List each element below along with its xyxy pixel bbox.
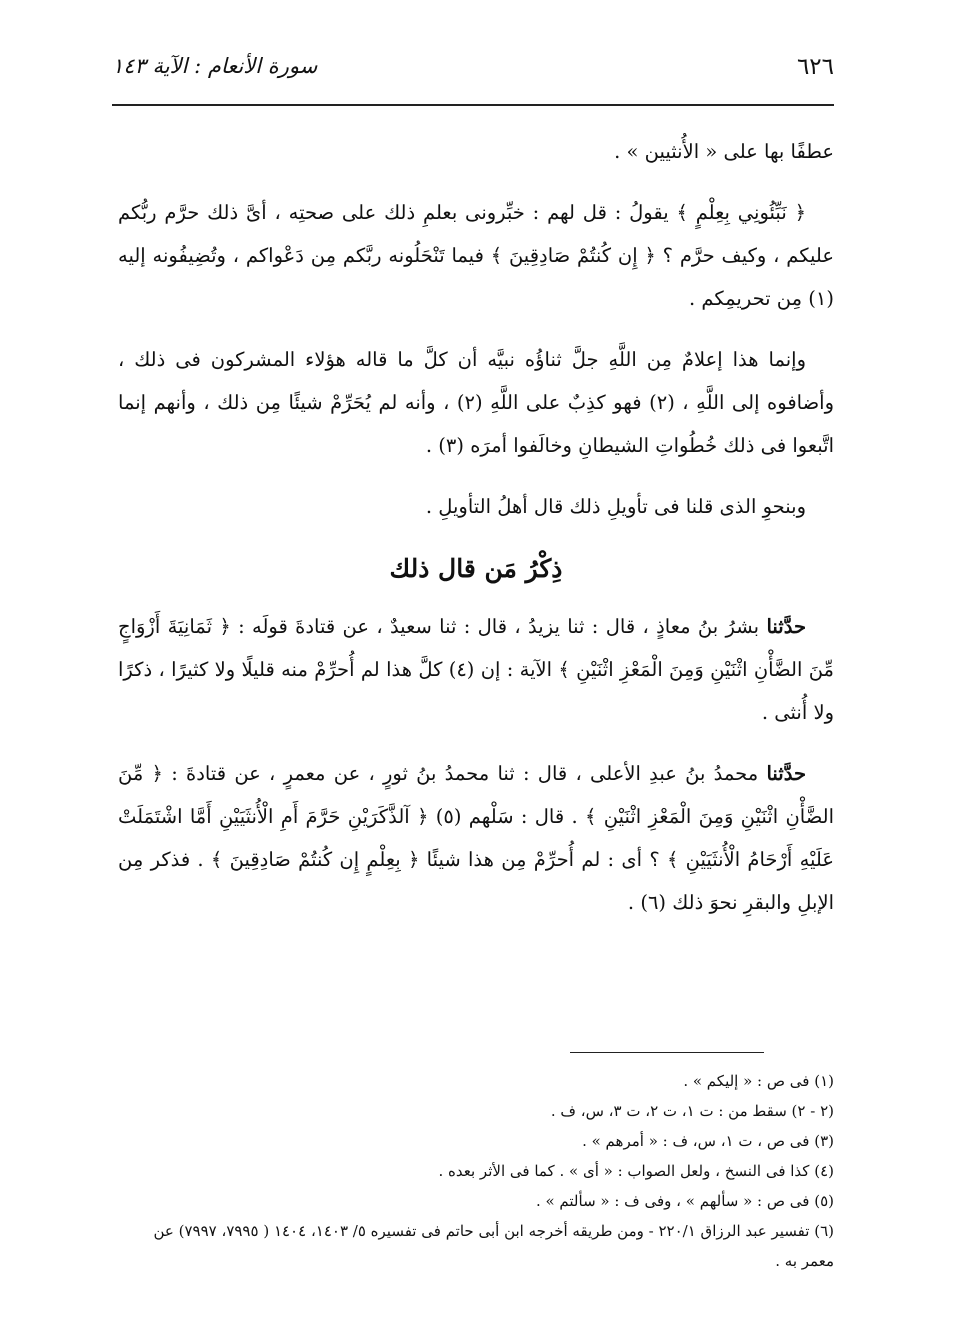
footnote-1: (١) فى ص : « إليكم » . bbox=[683, 1072, 834, 1090]
paragraph-3: وإنما هذا إعلامٌ مِن اللَّهِ جلَّ ثناؤُه نبيَّه أن كلَّ ما قاله هؤلاء المشركون فى ذلك ، وأضافوه إلى اللَّهِ ، (٢) فهو كذِبٌ على اللَّهِ (٢) ، وأنه لم يُحَرِّمْ شيئًا مِن ذلك ، وأنهم إنما اتَّبعوا فى ذلك خُطُواتِ الشيطانِ وخالَفوا أمرَه (٣) . bbox=[118, 348, 834, 457]
header-divider bbox=[112, 104, 834, 106]
footnote-6: (٦) تفسير عبد الرزاق ٢٢٠/١ - ومن طريقه أخرجه ابن أبى حاتم فى تفسيره ٥/ ١٤٠٣، ١٤٠٤ ( ٧٩٩٥، ٧٩٩٧) عن معمر به . bbox=[153, 1222, 834, 1270]
main-text bbox=[118, 130, 834, 942]
narration-lead: حدَّثنا bbox=[766, 615, 806, 638]
footnote-divider bbox=[570, 1052, 764, 1053]
narration-lead: حدَّثنا bbox=[766, 762, 806, 785]
paragraph-1: عطفًا بها على « الأُنثيين » . bbox=[614, 140, 834, 163]
paragraph-4: وبنحوِ الذى قلنا فى تأويلِ ذلك قال أهلُ التأويلِ . bbox=[425, 495, 806, 518]
footnote-3: (٣) فى ص ، ت ١، س، ف : « أمرهم » . bbox=[582, 1132, 834, 1150]
paragraph-2: ﴿ نَبِّئُونِي بِعِلْمٍ ﴾ يقولُ : قل لهم : خبِّرونى بعلمِ ذلك على صحتِه ، أىَّ ذلك حرَّم ربُّكم عليكم ، وكيف حرَّم ؟ ﴿ إِن كُنتُمْ صَادِقِينَ ﴾ فيما تَنْحَلُونه ربَّكم مِن دَعْواكم ، وتُضِيفُونه إليه (١) مِن تحريمِكم . bbox=[118, 201, 834, 310]
running-title: سورة الأنعام : الآية ١٤٣ bbox=[112, 54, 318, 78]
footnote-5: (٥) فى ص : « سألهم » ، وفى ف : « سألتم » . bbox=[535, 1192, 834, 1210]
paragraph-6-text: محمدُ بنُ عبدِ الأعلى ، قال : ثنا محمدُ بنُ ثورٍ ، عن معمرٍ ، عن قتادةَ : ﴿ مِّنَ الضَّأْنِ اثْنَيْنِ وَمِنَ الْمَعْزِ اثْنَيْنِ ﴾ . قال : سَلْهم (٥) ﴿ آلذَّكَرَيْنِ حَرَّمَ أَمِ الْأُنثَيَيْنِ أَمَّا اشْتَمَلَتْ عَلَيْهِ أَرْحَامُ الْأُنثَيَيْنِ ﴾ ؟ أى : لم أُحرِّمْ مِن هذا شيئًا ﴿ بِعِلْمٍ إِن كُنتُمْ صَادِقِينَ ﴾ . فذكر مِن الإبلِ والبقرِ نحوَ ذلك (٦) . bbox=[118, 762, 834, 914]
footnote-2: (٢ - ٢) سقط من : ت ١، ت ٢، ت ٣، س، ف . bbox=[550, 1102, 834, 1120]
paragraph-5-text: بشرُ بنُ معاذٍ ، قال : ثنا يزيدُ ، قال : ثنا سعيدٌ ، عن قتادةَ قولَه : ﴿ ثَمَانِيَةَ أَزْوَاجٍ مِّنَ الضَّأْنِ اثْنَيْنِ وَمِنَ الْمَعْزِ اثْنَيْنِ ﴾ الآية : إن (٤) كلَّ هذا لم أُحرِّمْ منه قليلًا ولا كثيرًا ، ذكرًا ولا أُنثى . bbox=[118, 615, 834, 724]
page-number: ٦٢٦ bbox=[796, 54, 834, 80]
paragraph-5 bbox=[118, 605, 834, 734]
section-heading: ذِكْرُ مَن قال ذلك bbox=[389, 554, 563, 583]
footnotes bbox=[118, 1066, 834, 1276]
paragraph-6 bbox=[118, 752, 834, 924]
page-header bbox=[112, 54, 834, 94]
footnote-4: (٤) كذا فى النسخ ، ولعل الصواب : « أى » . كما فى الأثر بعده . bbox=[438, 1162, 834, 1180]
